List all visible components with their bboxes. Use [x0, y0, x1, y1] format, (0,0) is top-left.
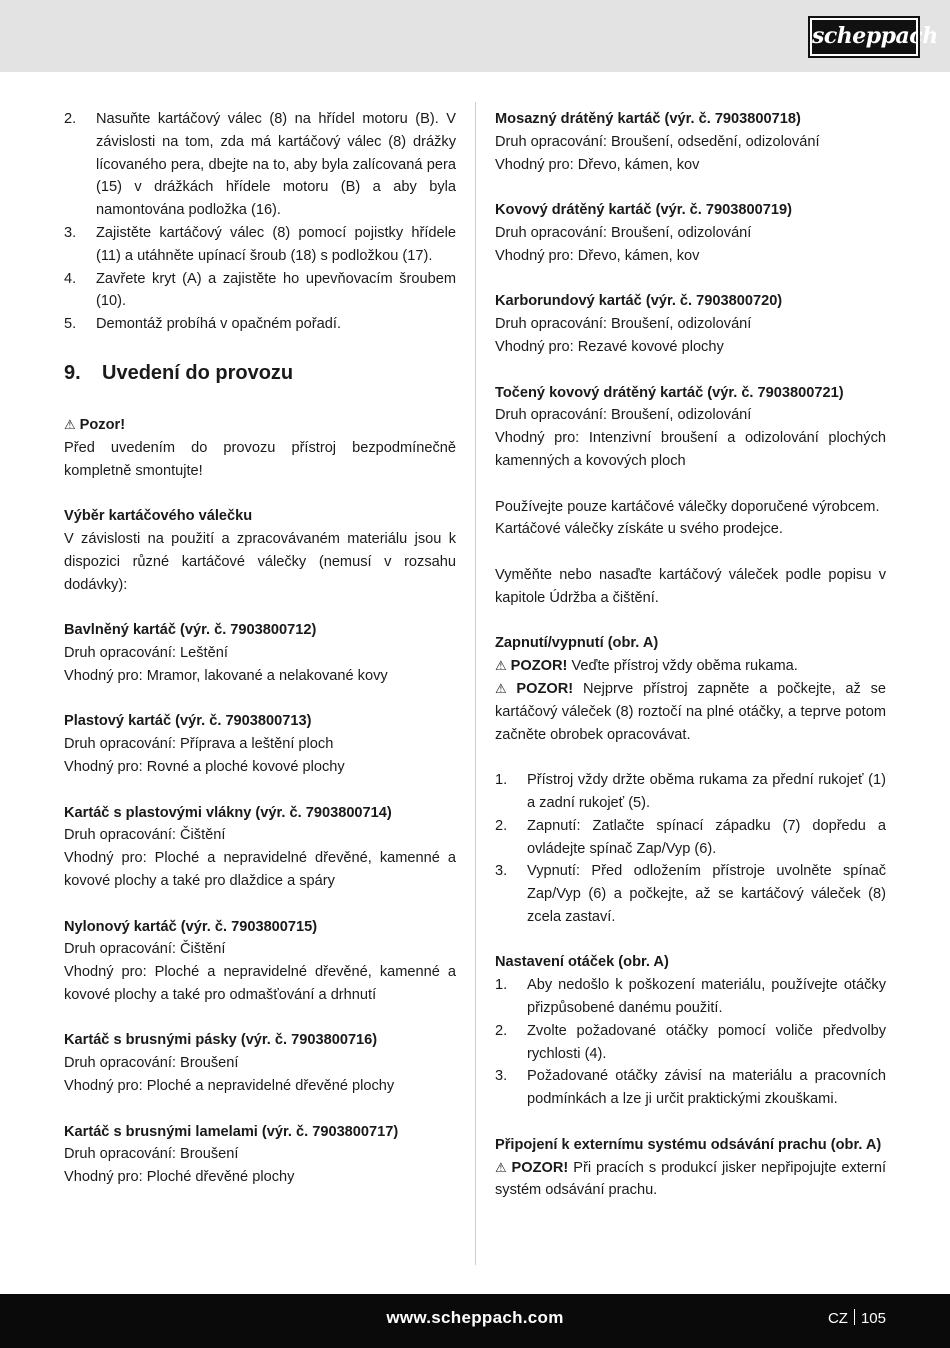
brush-processing: Druh opracování: Broušení [64, 1146, 239, 1163]
brush-title: Kartáč s brusnými lamelami (výr. č. 7903800717) [64, 1123, 399, 1140]
footer-url-link[interactable]: www.scheppach.com [386, 1308, 564, 1327]
warning-icon: ⚠ [495, 658, 507, 674]
list-item: 2. Zvolte požadované otáčky pomocí voliče předvolby rychlosti (4). [495, 1022, 886, 1062]
brush-title: Točený kovový drátěný kartáč (výr. č. 7903800721) [495, 384, 844, 401]
brush-title: Bavlněný kartáč (výr. č. 7903800712) [64, 622, 317, 639]
right-column [495, 108, 886, 1202]
brush-processing: Druh opracování: Leštění [64, 644, 228, 661]
list-item: 1. Aby nedošlo k poškození materiálu, používejte otáčky přizpůsobené danému použití. [495, 977, 886, 1017]
brush-entry [64, 1029, 456, 1097]
onoff-steps [495, 769, 886, 929]
brush-entry [495, 108, 886, 176]
brush-processing: Druh opracování: Broušení, odizolování [495, 224, 752, 241]
replace-text: Vyměňte nebo nasaďte kartáčový váleček podle popisu v kapitole Údržba a čištění. [495, 566, 886, 606]
brush-processing: Druh opracování: Čištění [64, 827, 226, 844]
brush-suitable: Vhodný pro: Ploché dřevěné plochy [64, 1169, 295, 1186]
section-title: Uvedení do provozu [102, 361, 294, 384]
list-item: 2. Nasuňte kartáčový válec (8) na hřídel motoru (B). V závislosti na tom, zda má kartáčový válec (8) drážky lícovaného pera, dbejte na to, aby byla zalícovaná pera (15) v drážkách hřídele motoru (B) a aby byla namontována podložka (16). [64, 111, 456, 219]
brush-entry [495, 290, 886, 358]
brush-entry [64, 916, 456, 1007]
brush-suitable: Vhodný pro: Ploché a nepravidelné dřevěné, kamenné a kovové plochy a také pro odmašťování a drhnutí [64, 964, 456, 1003]
list-item: 1. Přístroj vždy držte oběma rukama za přední rukojeť (1) a zadní rukojeť (5). [495, 772, 886, 811]
selection-text: V závislosti na použití a zpracovávaném materiálu jsou k dispozici různé kartáčové válečky (nemusí v rozsahu dodávky): [64, 530, 456, 593]
recommend-text: Používejte pouze kartáčové válečky doporučené výrobcem. [495, 498, 880, 515]
brush-processing: Druh opracování: Příprava a leštění ploch [64, 736, 334, 753]
brush-entry [495, 199, 886, 267]
brush-entry [64, 802, 456, 893]
brush-suitable: Vhodný pro: Dřevo, kámen, kov [495, 156, 700, 173]
dust-warning: ⚠ POZOR! Při pracích s produkcí jisker nepřipojujte externí systém odsávání prachu. [495, 1159, 887, 1199]
brush-title: Kartáč s brusnými pásky (výr. č. 7903800716) [64, 1032, 378, 1049]
left-column [64, 108, 456, 1189]
brush-title: Nylonový kartáč (výr. č. 7903800715) [64, 918, 318, 935]
brush-processing: Druh opracování: Broušení, odizolování [495, 407, 752, 424]
selection-heading: Výběr kartáčového válečku [64, 508, 253, 525]
warning-icon: ⚠ [64, 416, 76, 432]
brush-title: Mosazný drátěný kartáč (výr. č. 7903800718) [495, 111, 801, 127]
brush-processing: Druh opracování: Broušení, odsedění, odizolování [495, 133, 820, 150]
brush-suitable: Vhodný pro: Mramor, lakované a nelakované kovy [64, 667, 388, 684]
warning-icon: ⚠ [495, 680, 513, 696]
brush-processing: Druh opracování: Broušení [64, 1055, 239, 1072]
brush-suitable: Vhodný pro: Ploché a nepravidelné dřevěné, kamenné a kovové plochy a také pro dlaždice a spáry [64, 850, 456, 889]
brush-title: Kovový drátěný kartáč (výr. č. 7903800719) [495, 202, 792, 219]
onoff-warning: ⚠ POZOR! Nejprve přístroj zapněte a počkejte, až se kartáčový váleček (8) roztočí na plné otáčky, a teprve potom začněte obrobek opracovávat. [495, 680, 886, 743]
section-heading [64, 360, 456, 386]
warning-icon: ⚠ [495, 1159, 508, 1175]
brush-suitable: Vhodný pro: Ploché a nepravidelné dřevěné plochy [64, 1078, 395, 1095]
speed-steps [495, 974, 886, 1111]
page-separator [854, 1309, 855, 1325]
list-item: 5. Demontáž probíhá v opačném pořadí. [64, 316, 341, 333]
speed-heading: Nastavení otáček (obr. A) [495, 954, 669, 971]
warning-heading: ⚠ Pozor! [64, 416, 126, 433]
brush-title: Kartáč s plastovými vlákny (výr. č. 7903800714) [64, 804, 392, 821]
header-band [0, 0, 950, 72]
dealer-text: Kartáčové válečky získáte u svého prodejce. [495, 521, 783, 538]
onoff-warning: ⚠ POZOR! Veďte přístroj vždy oběma rukama. [495, 658, 798, 675]
brush-title: Karborundový kartáč (výr. č. 7903800720) [495, 293, 783, 310]
brush-entry [64, 619, 456, 687]
brush-entry [64, 710, 456, 778]
brush-suitable: Vhodný pro: Rovné a ploché kovové plochy [64, 758, 345, 775]
warning-text: Před uvedením do provozu přístroj bezpodmínečně kompletně smontujte! [64, 439, 456, 479]
brush-entry [64, 1121, 456, 1189]
brush-title: Plastový kartáč (výr. č. 7903800713) [64, 713, 312, 730]
list-item: 3. Vypnutí: Před odložením přístroje uvolněte spínač Zap/Vyp (6) a počkejte, až se kartáčový váleček (8) zcela zastaví. [495, 863, 886, 925]
dust-heading: Připojení k externímu systému odsávání prachu (obr. A) [495, 1136, 882, 1153]
mounting-steps [64, 108, 456, 336]
list-item: 4. Zavřete kryt (A) a zajistěte ho upevňovacím šroubem (10). [64, 270, 456, 310]
brush-processing: Druh opracování: Broušení, odizolování [495, 316, 752, 333]
list-item: 3. Požadované otáčky závisí na materiálu a pracovních podmínkách a lze ji určit praktickými zkouškami. [495, 1068, 886, 1108]
footer-bar [0, 1294, 950, 1348]
column-divider [475, 102, 476, 1265]
list-item: 2. Zapnutí: Zatlačte spínací západku (7) dopředu a ovládejte spínač Zap/Vyp (6). [495, 817, 886, 857]
onoff-heading: Zapnutí/vypnutí (obr. A) [495, 635, 659, 652]
page-number: CZ 105 [827, 1310, 886, 1327]
list-item: 3. Zajistěte kartáčový válec (8) pomocí pojistky hřídele (11) a utáhněte upínací šroub (18) s podložkou (17). [64, 224, 456, 264]
brand-logo: scheppach [810, 18, 918, 56]
brush-suitable: Vhodný pro: Dřevo, kámen, kov [495, 247, 700, 264]
brush-processing: Druh opracování: Čištění [64, 941, 226, 958]
section-number: 9. [64, 361, 81, 384]
brush-entry [495, 382, 886, 473]
brush-suitable: Vhodný pro: Intenzivní broušení a odizolování plochých kamenných a kovových ploch [495, 430, 886, 469]
brush-suitable: Vhodný pro: Rezavé kovové plochy [495, 338, 724, 355]
